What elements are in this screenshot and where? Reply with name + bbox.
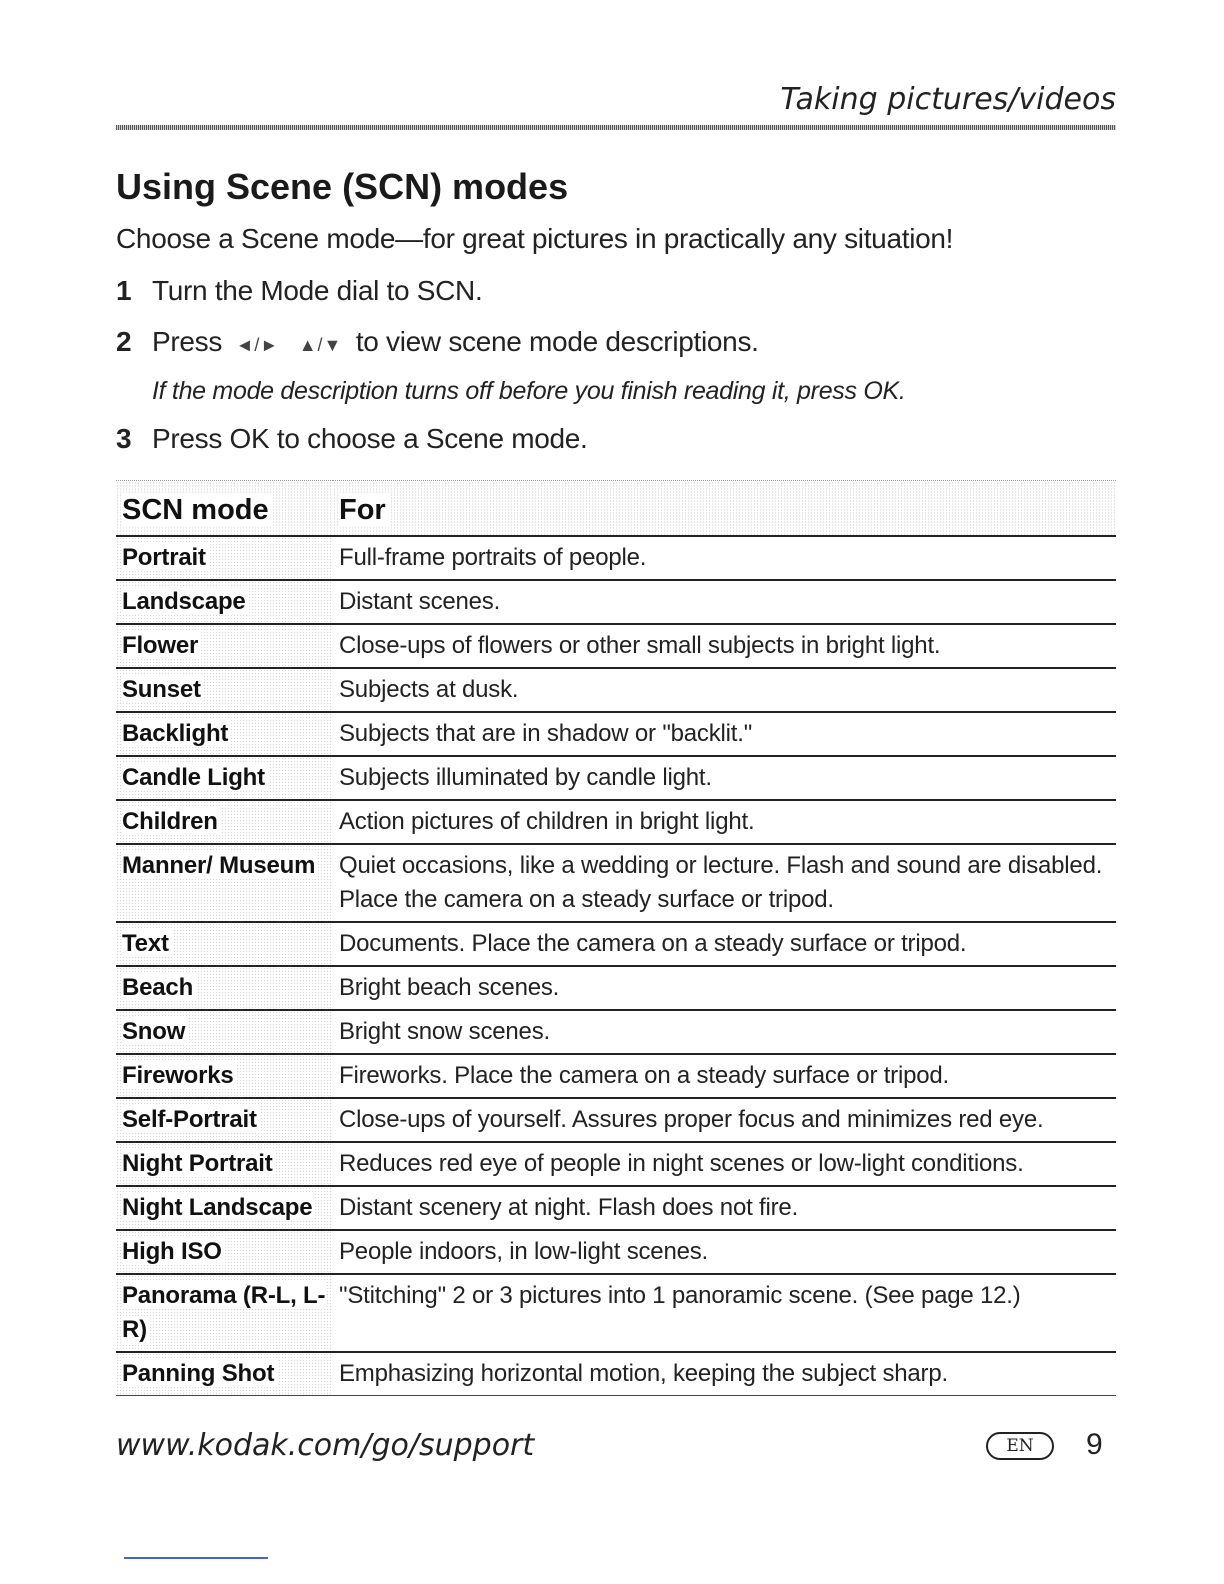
step-number: 2	[116, 326, 132, 357]
scene-mode-name: Panning Shot	[116, 1352, 333, 1396]
step-number: 3	[116, 423, 132, 454]
intro-text: Choose a Scene mode—for great pictures in practically any situation!	[116, 223, 954, 254]
scene-mode-description: Distant scenes.	[333, 580, 1116, 624]
scene-mode-name: Candle Light	[116, 756, 333, 800]
table-row	[116, 1274, 1116, 1352]
left-right-arrow-icon: ◄/►	[235, 335, 280, 355]
scene-mode-name: Panorama (R-L, L-R)	[116, 1274, 333, 1352]
scene-mode-name: Manner/ Museum	[116, 844, 333, 922]
language-badge-icon: EN	[986, 1432, 1054, 1460]
table-row	[116, 1230, 1116, 1274]
scene-mode-description: Action pictures of children in bright light.	[333, 800, 1116, 844]
scene-mode-name: Backlight	[116, 712, 333, 756]
header-rule	[116, 125, 1116, 130]
table-header-row	[116, 481, 1116, 537]
table-row	[116, 1142, 1116, 1186]
scene-mode-table	[116, 480, 1116, 1396]
scene-mode-name: Self-Portrait	[116, 1098, 333, 1142]
table-row	[116, 1098, 1116, 1142]
step-text-before: Press	[152, 326, 223, 357]
table-row	[116, 536, 1116, 580]
scene-mode-name: Beach	[116, 966, 333, 1010]
running-header: Taking pictures/videos	[780, 82, 1116, 117]
scene-mode-name: Night Portrait	[116, 1142, 333, 1186]
table-row	[116, 1352, 1116, 1396]
scene-mode-name: Portrait	[116, 536, 333, 580]
scene-mode-name: Children	[116, 800, 333, 844]
scene-mode-name: Flower	[116, 624, 333, 668]
table-row	[116, 624, 1116, 668]
table-row	[116, 712, 1116, 756]
scene-mode-description: Distant scenery at night. Flash does not fire.	[333, 1186, 1116, 1230]
scene-mode-description: People indoors, in low-light scenes.	[333, 1230, 1116, 1274]
step-text-after: to view scene mode descriptions.	[355, 326, 759, 357]
scene-mode-description: Bright beach scenes.	[333, 966, 1116, 1010]
table-row	[116, 966, 1116, 1010]
scene-mode-description: Close-ups of flowers or other small subjects in bright light.	[333, 624, 1116, 668]
table-row	[116, 580, 1116, 624]
step-number: 1	[116, 275, 132, 306]
table-row	[116, 668, 1116, 712]
scene-mode-name: Text	[116, 922, 333, 966]
scene-mode-description: "Stitching" 2 or 3 pictures into 1 panoramic scene. (See page 12.)	[333, 1274, 1116, 1352]
scene-mode-description: Documents. Place the camera on a steady surface or tripod.	[333, 922, 1116, 966]
scene-mode-description: Subjects that are in shadow or "backlit."	[333, 712, 1116, 756]
step-text: Turn the Mode dial to SCN.	[152, 275, 483, 306]
scene-mode-name: Fireworks	[116, 1054, 333, 1098]
scene-mode-description: Subjects at dusk.	[333, 668, 1116, 712]
scene-mode-description: Reduces red eye of people in night scenes or low-light conditions.	[333, 1142, 1116, 1186]
table-row	[116, 800, 1116, 844]
scene-mode-description: Close-ups of yourself. Assures proper focus and minimizes red eye.	[333, 1098, 1116, 1142]
scene-mode-name: High ISO	[116, 1230, 333, 1274]
table-row	[116, 756, 1116, 800]
up-down-arrow-icon: ▲/▼	[298, 335, 343, 355]
page-number: 9	[1086, 1428, 1103, 1461]
table-row	[116, 844, 1116, 922]
table-row	[116, 922, 1116, 966]
table-row	[116, 1186, 1116, 1230]
scene-mode-description: Fireworks. Place the camera on a steady surface or tripod.	[333, 1054, 1116, 1098]
scene-mode-description: Emphasizing horizontal motion, keeping the subject sharp.	[333, 1352, 1116, 1396]
step-text: Press OK to choose a Scene mode.	[152, 423, 588, 454]
scene-mode-description: Bright snow scenes.	[333, 1010, 1116, 1054]
table-row	[116, 1010, 1116, 1054]
scene-mode-name: Night Landscape	[116, 1186, 333, 1230]
column-header-mode: SCN mode	[116, 481, 333, 537]
step-text	[152, 326, 759, 358]
scene-mode-description: Full-frame portraits of people.	[333, 536, 1116, 580]
support-url: www.kodak.com/go/support	[116, 1428, 535, 1463]
step-note: If the mode description turns off before you finish reading it, press OK.	[152, 377, 906, 405]
scene-mode-name: Snow	[116, 1010, 333, 1054]
scene-mode-description: Subjects illuminated by candle light.	[333, 756, 1116, 800]
link-underline	[124, 1557, 268, 1559]
table-row	[116, 1054, 1116, 1098]
scene-mode-name: Sunset	[116, 668, 333, 712]
column-header-for: For	[333, 481, 1116, 537]
page-title: Using Scene (SCN) modes	[116, 166, 569, 207]
scene-mode-name: Landscape	[116, 580, 333, 624]
scene-mode-description: Quiet occasions, like a wedding or lecture. Flash and sound are disabled. Place the camera on a steady surface or tripod.	[333, 844, 1116, 922]
